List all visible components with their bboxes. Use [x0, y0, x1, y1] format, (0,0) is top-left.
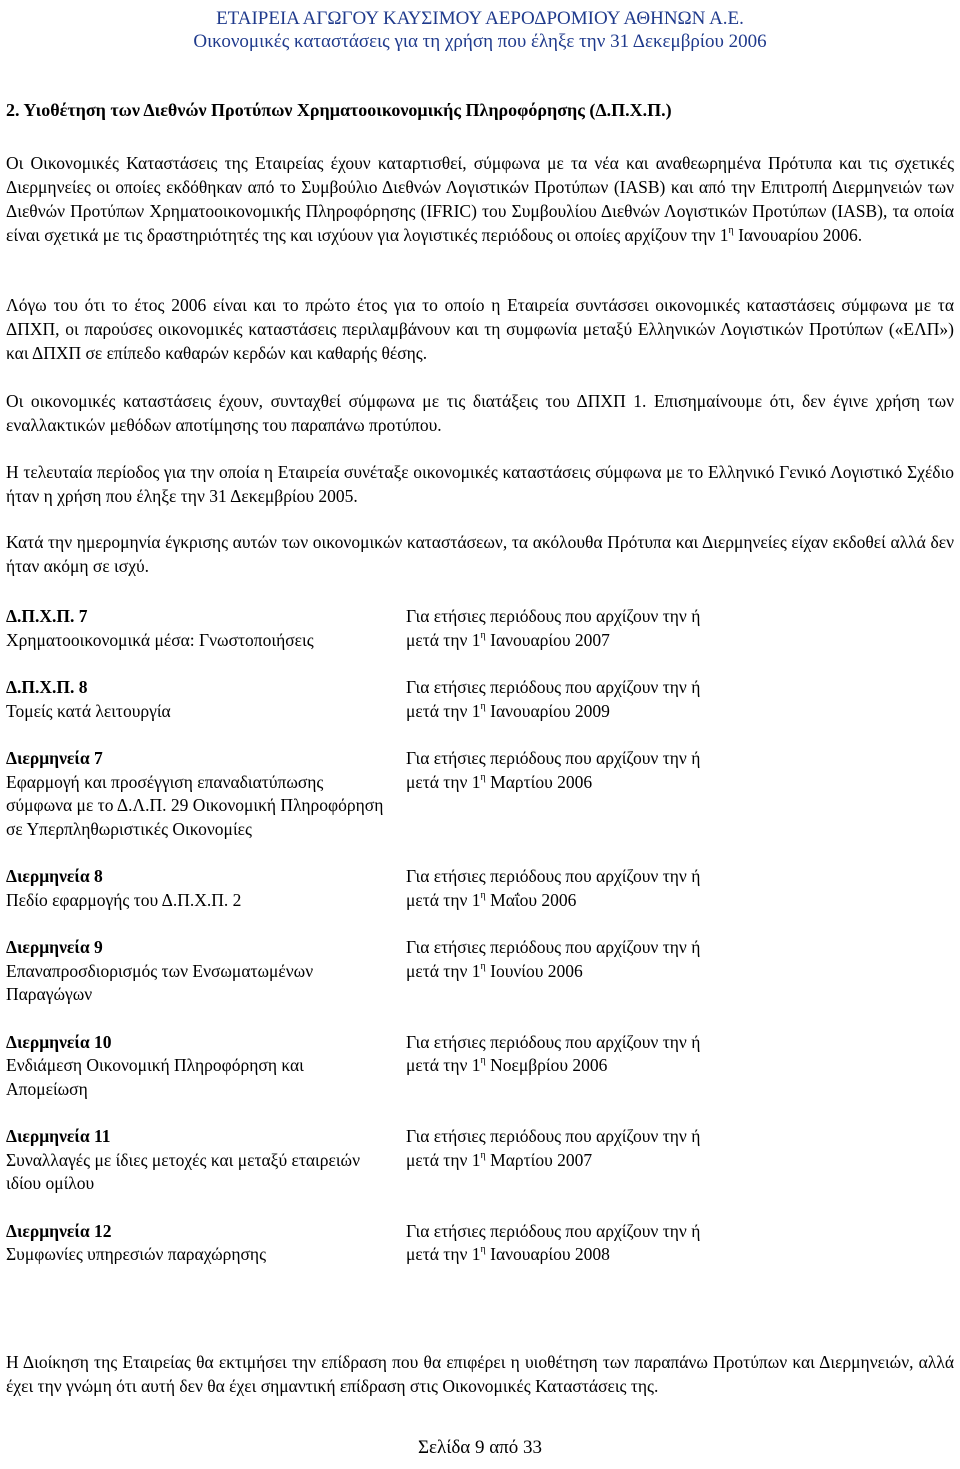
effective-line-2: [406, 1054, 954, 1078]
standard-item: [6, 1125, 954, 1196]
effective-line-1: Για ετήσιες περιόδους που αρχίζουν την ή: [406, 937, 701, 957]
standard-left: [6, 1125, 384, 1196]
standard-description: Χρηματοοικονομικά μέσα: Γνωστοποιήσεις: [6, 629, 314, 650]
effective-date: Μαΐου 2006: [485, 889, 577, 910]
standard-item: [6, 1031, 954, 1102]
paragraph-intro-date: Ιανουαρίου 2006.: [733, 225, 863, 245]
effective-line-1: Για ετήσιες περιόδους που αρχίζουν την ή: [406, 1031, 701, 1052]
effective-line-1: Για ετήσιες περιόδους που αρχίζουν την ή: [406, 1220, 701, 1241]
standard-left: [6, 747, 384, 841]
standard-left: [6, 936, 384, 1007]
page-number-footer: Σελίδα 9 από 33: [417, 1437, 543, 1458]
standard-description: Συμφωνίες υπηρεσιών παραχώρησης: [6, 1244, 267, 1264]
effective-date: Μαρτίου 2007: [485, 1149, 593, 1170]
effective-ordinal: η: [480, 1055, 486, 1066]
paragraph-intro: [6, 151, 954, 247]
standard-left: [6, 1220, 384, 1267]
standard-title: Διερμηνεία 8: [6, 866, 103, 886]
standard-left: [6, 865, 384, 912]
standard-title: Διερμηνεία 10: [6, 1031, 112, 1052]
standard-effective-date: [406, 936, 954, 983]
paragraph-first-year: Λόγω του ότι το έτος 2006 είναι και το πρώτο έτος για το οποίο η Εταιρεία συντάσσει οικονομικές καταστάσεις σύμφωνα με τα ΔΠΧΠ, οι παρούσες οικονομικές καταστάσεις περιλαμβάνουν και τη συμφωνία μεταξύ Ελληνικών Λογιστικών Προτύπων («ΕΛΠ») και ΔΠΧΠ σε επίπεδο καθαρών κερδών και καθαρής θέσης.: [6, 295, 954, 363]
effective-date: Ιανουαρίου 2008: [485, 1244, 610, 1264]
effective-prefix: μετά την 1: [406, 1055, 481, 1075]
standard-description: Τομείς κατά λειτουργία: [6, 700, 171, 721]
effective-date: Ιουνίου 2006: [485, 960, 583, 981]
standard-item: [6, 936, 954, 1007]
standard-effective-date: [406, 1031, 954, 1078]
standard-description: Ενδιάμεση Οικονομική Πληροφόρηση και Απομείωση: [6, 1055, 304, 1099]
standard-effective-date: [406, 747, 954, 794]
effective-ordinal: η: [480, 1149, 486, 1161]
effective-prefix: μετά την 1: [406, 771, 481, 792]
effective-prefix: μετά την 1: [406, 1149, 481, 1170]
paragraph-pending-standards: Κατά την ημερομηνία έγκρισης αυτών των οικονομικών καταστάσεων, τα ακόλουθα Πρότυπα και Διερμηνείες είχαν εκδοθεί αλλά δεν ήταν ακόμη σε ισχύ.: [6, 532, 954, 576]
standard-item: [6, 865, 954, 912]
effective-date: Ιανουαρίου 2009: [485, 700, 610, 721]
effective-date: Νοεμβρίου 2006: [485, 1055, 608, 1075]
standard-title: Διερμηνεία 11: [6, 1126, 111, 1146]
standard-description: Εφαρμογή και προσέγγιση επαναδιατύπωσης σύμφωνα με το Δ.Λ.Π. 29 Οικονομική Πληροφόρηση σε Υπερπληθωριστικές Οικονομίες: [6, 771, 384, 839]
effective-line-1: Για ετήσιες περιόδους που αρχίζουν την ή: [406, 866, 701, 886]
effective-line-2: [406, 960, 954, 984]
standard-description: Συναλλαγές με ίδιες μετοχές και μεταξύ εταιρειών ιδίου ομίλου: [6, 1149, 360, 1193]
effective-line-1: Για ετήσιες περιόδους που αρχίζουν την ή: [406, 677, 701, 697]
standard-description: Επαναπροσδιορισμός των Ενσωματωμένων Παραγώγων: [6, 960, 314, 1004]
standard-left: [6, 676, 384, 723]
effective-line-2: [406, 629, 954, 653]
paragraph-intro-text: Οι Οικονομικές Καταστάσεις της Εταιρείας έχουν καταρτισθεί, σύμφωνα με τα νέα και αναθεωρημένα Πρότυπα και τις σχετικές Διερμηνείες οι οποίες εκδόθηκαν από το Συμβούλιο Διεθνών Λογιστικών Προτύπων (IASB) και από την Επιτροπή Διερμηνειών των Διεθνών Προτύπων Χρηματοοικονομικής Πληροφόρησης (IFRIC) του Συμβουλίου Διεθνών Λογιστικών Προτύπων (IASB), τα οποία είναι σχετικά με τις δραστηριότητές της και ισχύουν για λογιστικές περιόδους οι οποίες αρχίζουν την 1: [6, 153, 954, 245]
standard-item: [6, 676, 954, 723]
effective-ordinal: η: [480, 960, 486, 972]
paragraph-management-assessment: Η Διοίκηση της Εταιρείας θα εκτιμήσει την επίδραση που θα επιφέρει η υιοθέτηση των παραπάνω Προτύπων και Διερμηνειών, αλλά έχει την γνώμη ότι αυτή δεν θα έχει σημαντική επίδραση στις Οικονομικές Καταστάσεις της.: [6, 1352, 954, 1396]
effective-line-1: Για ετήσιες περιόδους που αρχίζουν την ή: [406, 748, 701, 768]
effective-prefix: μετά την 1: [406, 629, 481, 650]
effective-line-2: [406, 1243, 954, 1267]
effective-ordinal: η: [480, 771, 486, 783]
standard-effective-date: [406, 865, 954, 912]
standard-left: [6, 1031, 384, 1102]
effective-line-2: [406, 889, 954, 913]
standard-item: [6, 747, 954, 841]
effective-prefix: μετά την 1: [406, 700, 481, 721]
section-title: 2. Υιοθέτηση των Διεθνών Προτύπων Χρηματοοικονομικής Πληροφόρησης (Δ.Π.Χ.Π.): [6, 100, 672, 120]
paragraph-last-period: Η τελευταία περίοδος για την οποία η Εταιρεία συνέταξε οικονομικές καταστάσεις σύμφωνα με το Ελληνικό Γενικό Λογιστικό Σχέδιο ήταν η χρήση που έληξε την 31 Δεκεμβρίου 2005.: [6, 462, 954, 506]
standard-title: Διερμηνεία 9: [6, 937, 103, 957]
standard-left: [6, 605, 384, 652]
company-name-header: ΕΤΑΙΡΕΙΑ ΑΓΩΓΟΥ ΚΑΥΣΙΜΟΥ ΑΕΡΟΔΡΟΜΙΟΥ ΑΘΗΝΩΝ Α.Ε.: [216, 8, 744, 29]
effective-prefix: μετά την 1: [406, 1244, 481, 1264]
standard-item: [6, 605, 954, 652]
effective-ordinal: η: [480, 889, 486, 901]
standard-title: Δ.Π.Χ.Π. 8: [6, 677, 88, 697]
effective-ordinal: η: [480, 629, 486, 641]
standard-description: Πεδίο εφαρμογής του Δ.Π.Χ.Π. 2: [6, 889, 242, 910]
standard-effective-date: [406, 1125, 954, 1172]
standard-item: [6, 1220, 954, 1267]
effective-ordinal: η: [480, 1244, 486, 1255]
effective-ordinal: η: [480, 700, 486, 712]
paragraph-intro-ordinal: η: [728, 225, 734, 236]
effective-line-2: [406, 700, 954, 724]
effective-prefix: μετά την 1: [406, 960, 481, 981]
effective-date: Ιανουαρίου 2007: [485, 629, 610, 650]
paragraph-ifrs1: Οι οικονομικές καταστάσεις έχουν, συνταχθεί σύμφωνα με τις διατάξεις του ΔΠΧΠ 1. Επισημαίνουμε ότι, δεν έγινε χρήση των εναλλακτικών μεθόδων αποτίμησης του παραπάνω προτύπου.: [6, 391, 954, 435]
effective-line-1: Για ετήσιες περιόδους που αρχίζουν την ή: [406, 1126, 701, 1146]
report-subtitle-header: Οικονομικές καταστάσεις για τη χρήση που έληξε την 31 Δεκεμβρίου 2006: [193, 31, 767, 52]
effective-line-2: [406, 1149, 954, 1173]
standard-effective-date: [406, 1220, 954, 1267]
standard-effective-date: [406, 676, 954, 723]
standard-title: Δ.Π.Χ.Π. 7: [6, 606, 88, 626]
standard-effective-date: [406, 605, 954, 652]
effective-line-1: Για ετήσιες περιόδους που αρχίζουν την ή: [406, 606, 701, 626]
standard-title: Διερμηνεία 7: [6, 748, 103, 768]
standards-list: [6, 605, 954, 1291]
effective-date: Μαρτίου 2006: [485, 771, 593, 792]
effective-prefix: μετά την 1: [406, 889, 481, 910]
effective-line-2: [406, 771, 954, 795]
standard-title: Διερμηνεία 12: [6, 1220, 112, 1241]
